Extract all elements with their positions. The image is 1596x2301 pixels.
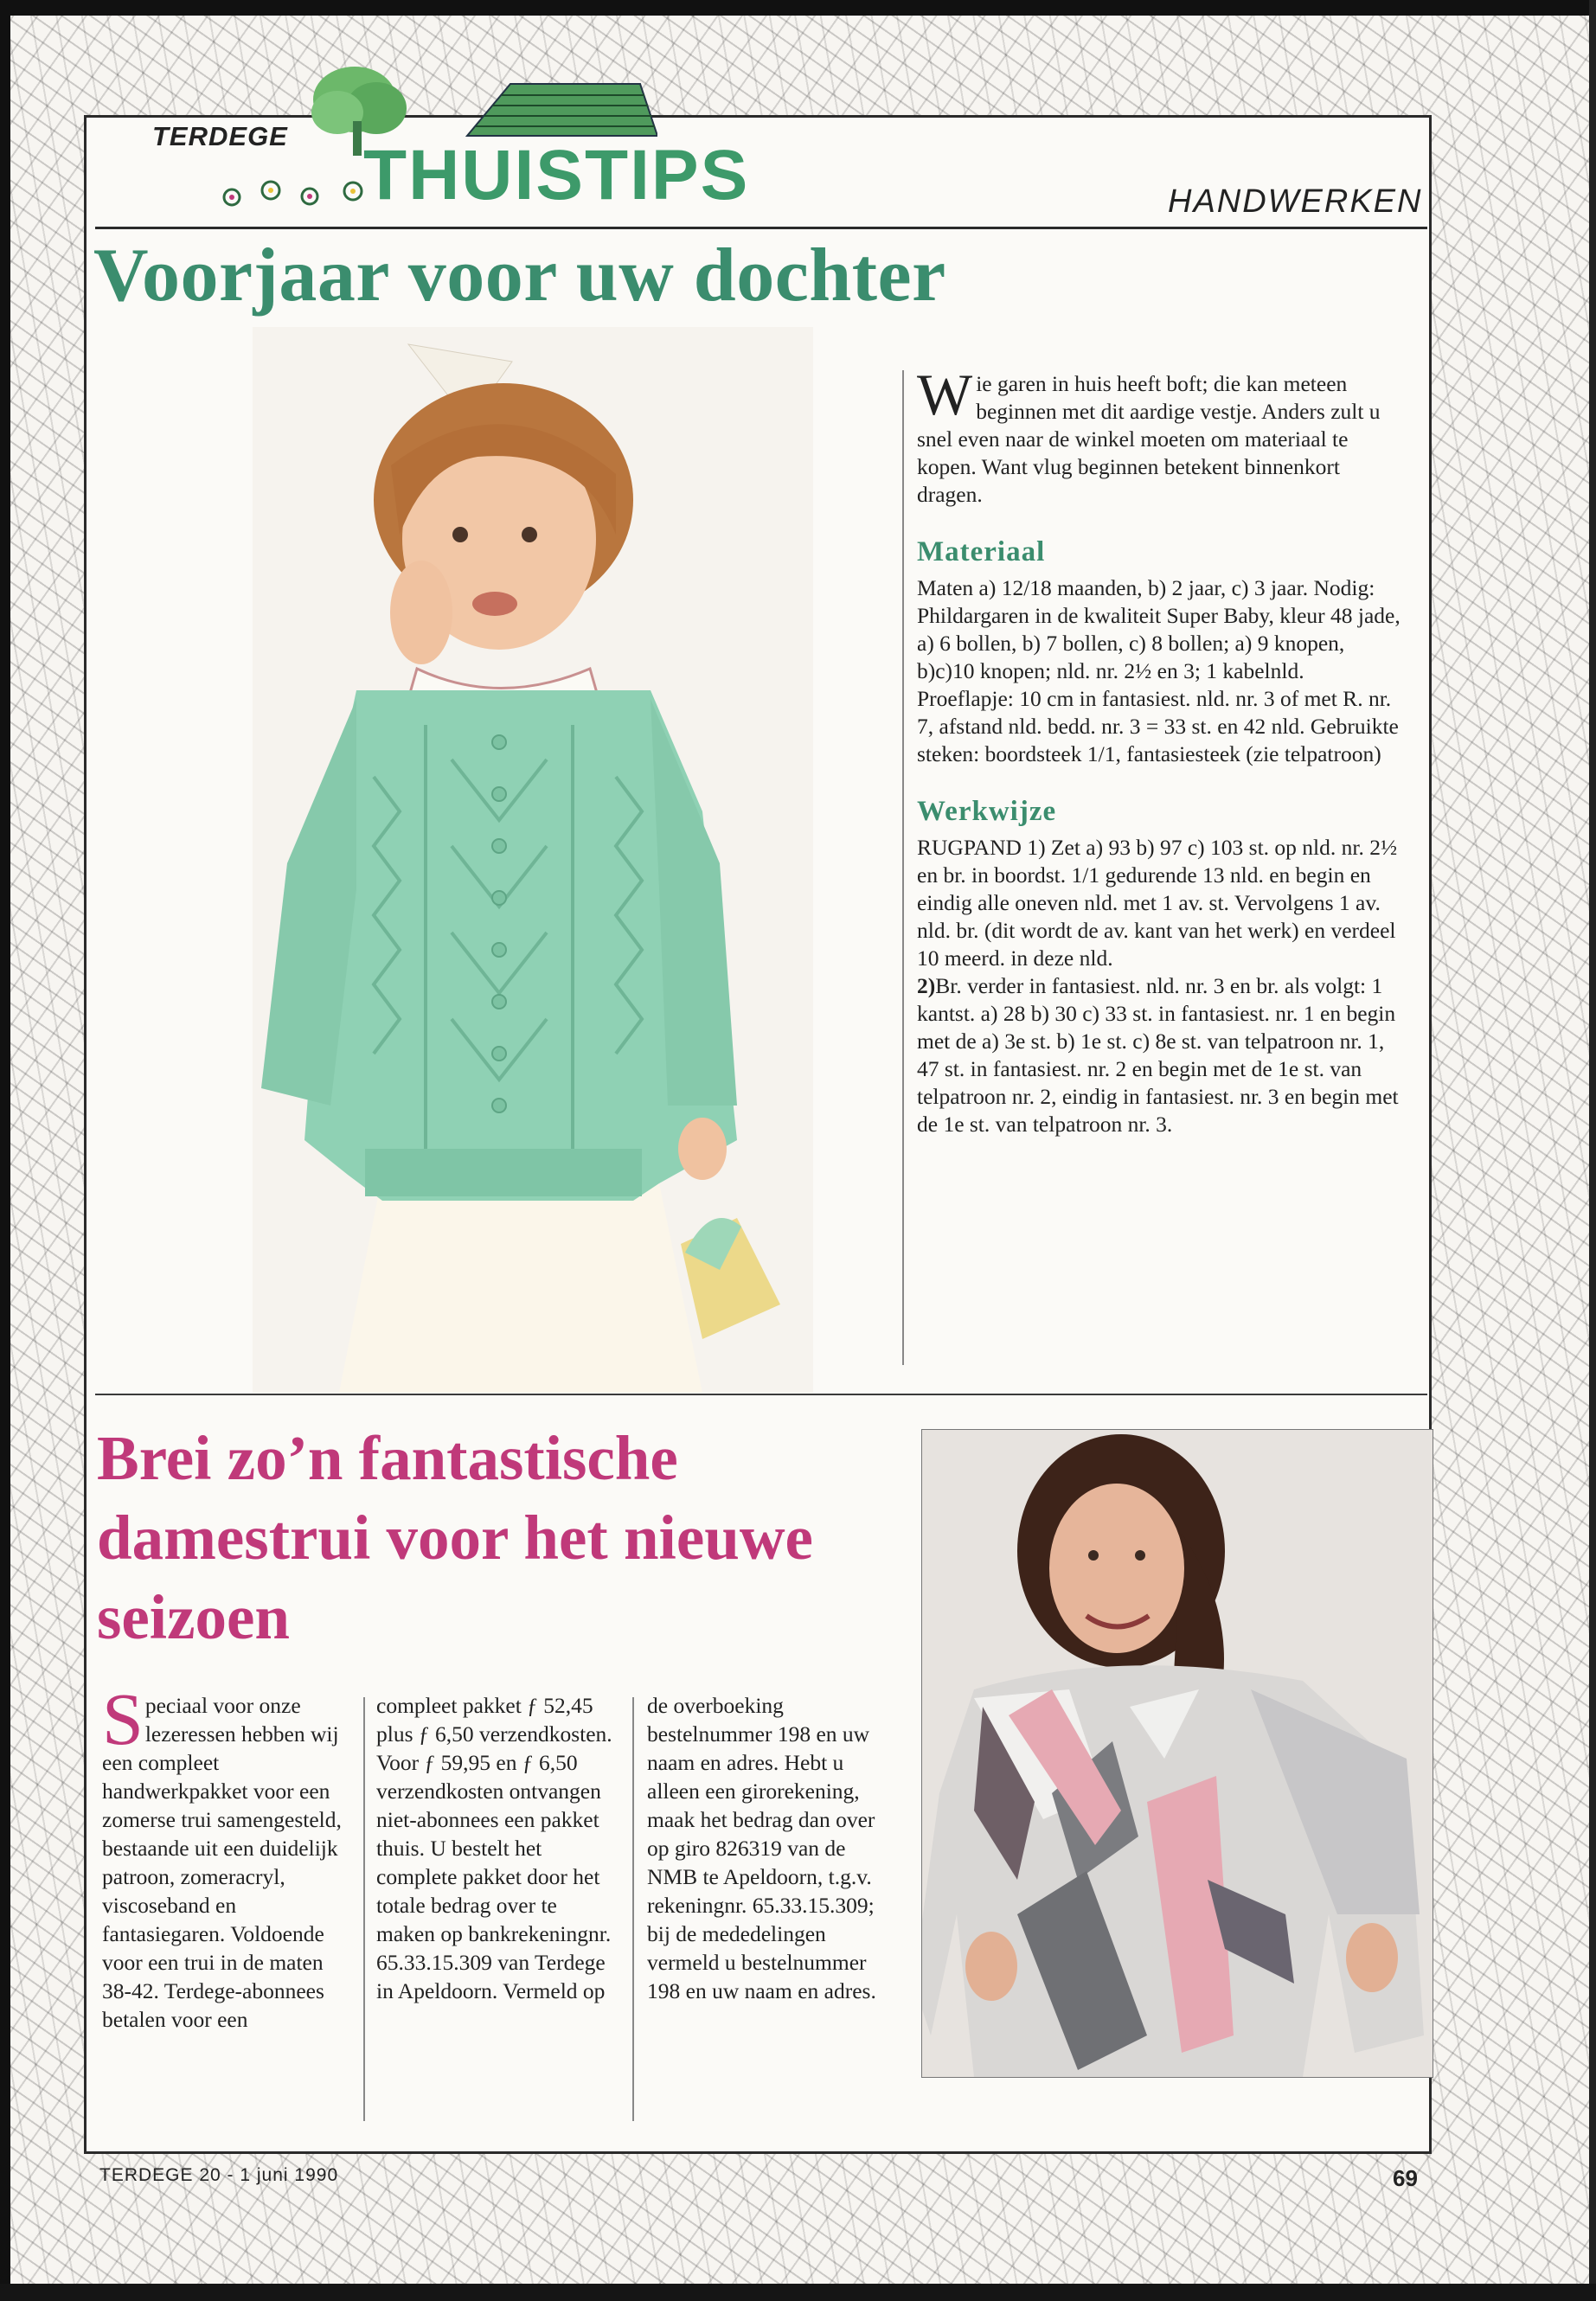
step-2-text: Br. verder in fantasiest. nld. nr. 3 en br. als volgt: 1 kantst. a) 28 b) 30 c) 33 st. in fantasiest. nr. 1 en begin met de a) 3e st. b) 1e st. c) 8e st. van telpatroon nr. 1, 47 st. in fantasiest. nr. 2 en begin met de 1e st. van telpatroon nr. 2, eindig in fantasiest. nr. 3 en begin met de 1e st. van telpatroon nr. 3.: [917, 973, 1399, 1137]
materiaal-heading: Materiaal: [917, 536, 1046, 567]
article-divider: [95, 1394, 1427, 1395]
category-label: HANDWERKEN: [1168, 183, 1423, 220]
section-logo: THUISTIPS: [363, 136, 750, 215]
page-number: 69: [1393, 2165, 1418, 2191]
rugpand-label: RUGPAND: [917, 835, 1022, 860]
step-2-label: 2): [917, 973, 936, 998]
step-1-text: 1) Zet a) 93 b) 97 c) 103 st. op nld. nr. 2½ en br. in boordst. 1/1 gedurende 13 nld. en begin en eindig alle oneven nld. met 1 av. st. Vervolgens 1 av. nld. br. (dit wordt de av. kant van het werk) en verdeel 10 meerd. in deze nld.: [917, 835, 1398, 971]
scan-edge-bottom: [0, 2284, 1596, 2301]
article2-column-1: [102, 1677, 349, 2034]
article2-column-3: de overboeking bestelnummer 198 en uw naam en adres. Hebt u alleen een girorekening, maak het bedrag dan over op giro 826319 van de NMB te Apeldoorn, t.g.v. rekeningnr. 65.33.15.309; bij de mededelingen vermeld u bestelnummer 198 en uw naam en adres.: [647, 1693, 876, 2003]
article2-title: Brei zo’n fantastische damestrui voor het nieuwe seizoen: [97, 1423, 813, 1652]
scan-edge-left: [0, 0, 10, 2301]
woman-photo: [921, 1429, 1433, 2078]
intro-paragraph: [917, 362, 1406, 509]
werkwijze-heading: Werkwijze: [917, 796, 1057, 827]
brand-name: TERDEGE: [152, 121, 288, 151]
drop-cap-s: S: [102, 1677, 144, 1760]
issue-info: TERDEGE 20 - 1 juni 1990: [99, 2165, 339, 2185]
werkwijze-step-1: [917, 834, 1406, 972]
article1-text-column: [917, 362, 1406, 1138]
scan-edge-top: [0, 0, 1596, 16]
werkwijze-step-2: [917, 972, 1406, 1138]
scan-edge-right: [1589, 0, 1596, 2301]
header-divider: [95, 227, 1427, 229]
drop-cap: W: [917, 362, 973, 427]
article1-title: Voorjaar voor uw dochter: [93, 234, 946, 317]
child-photo: [253, 327, 813, 1393]
column-divider: [902, 370, 904, 1365]
woman-illustration: [922, 1430, 1433, 2077]
child-illustration: [253, 327, 813, 1393]
materiaal-text: Maten a) 12/18 maanden, b) 2 jaar, c) 3 jaar. Nodig: Phildargaren in de kwaliteit Super Baby, kleur 48 jade, a) 6 bollen, b) 7 bollen, c) 8 bollen; a) 9 knopen, b)c)10 knopen; nld. nr. 2½ en 3; 1 kabelnld. Proeflapje: 10 cm in fantasiest. nld. nr. 3 of met R. nr. 7, afstand nld. bedd. nr. 3 = 33 st. en 42 nld. Gebruikte steken: boordsteek 1/1, fantasiesteek (zie telpatroon): [917, 575, 1401, 766]
column-divider-1: [363, 1697, 365, 2121]
col1-text: peciaal voor onze lezeressen hebben wij een compleet handwerkpakket voor een zomerse trui samengesteld, bestaande uit een duidelijk patroon, zomeracryl, viscoseband en fantasiegaren. Voldoende voor een trui in de maten 38-42. Terdege-abonnees betalen voor een: [102, 1693, 342, 2032]
column-divider-2: [632, 1697, 634, 2121]
house-roof-icon: [450, 80, 657, 140]
intro-text: ie garen in huis heeft boft; die kan meteen beginnen met dit aardige vestje. Anders zult u snel even naar de winkel moeten om materiaal te kopen. Want vlug beginnen betekent binnenkort dragen.: [917, 371, 1381, 507]
article2-column-2: compleet pakket ƒ 52,45 plus ƒ 6,50 verzendkosten. Voor ƒ 59,95 en ƒ 6,50 verzendkosten ontvangen niet-abonnees een pakket thuis. U bestelt het complete pakket door het totale bedrag over te maken op bankrekeningnr. 65.33.15.309 van Terdege in Apeldoorn. Vermeld op: [376, 1693, 612, 2003]
